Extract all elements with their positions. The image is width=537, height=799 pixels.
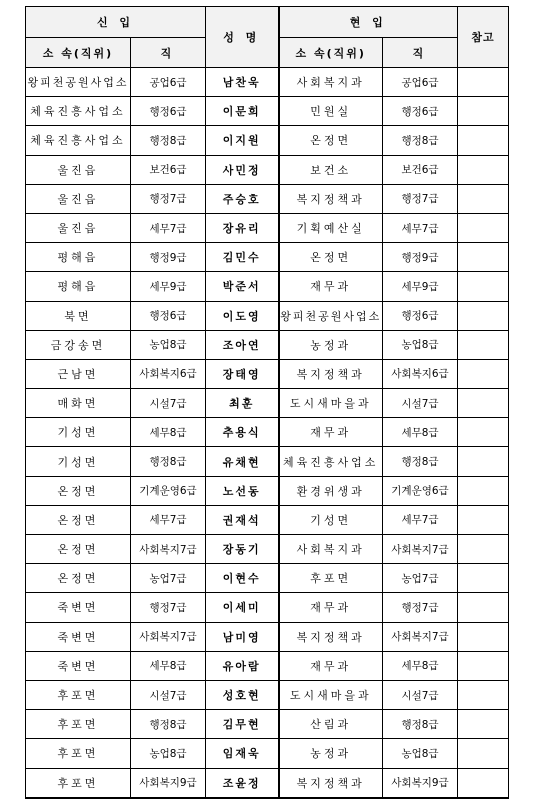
note-cell bbox=[458, 272, 509, 301]
current-affiliation-cell: 복지정책과 bbox=[279, 359, 383, 388]
table-row bbox=[26, 622, 509, 651]
current-position-cell: 행정9급 bbox=[383, 243, 458, 272]
new-position-cell: 행정8급 bbox=[131, 447, 206, 476]
employee-name-cell: 남찬욱 bbox=[206, 68, 279, 97]
new-position-cell: 농업8급 bbox=[131, 330, 206, 359]
note-cell bbox=[458, 126, 509, 155]
new-affiliation-cell: 죽변면 bbox=[26, 622, 131, 651]
current-affiliation-cell: 도시새마을과 bbox=[279, 680, 383, 709]
new-position-cell: 사회복지7급 bbox=[131, 535, 206, 564]
table-row bbox=[26, 768, 509, 798]
employee-name-cell: 권재석 bbox=[206, 505, 279, 534]
new-affiliation-cell: 근남면 bbox=[26, 359, 131, 388]
current-affiliation-cell: 민원실 bbox=[279, 97, 383, 126]
current-affiliation-cell: 복지정책과 bbox=[279, 622, 383, 651]
current-position-cell: 행정8급 bbox=[383, 447, 458, 476]
current-affiliation-cell: 농정과 bbox=[279, 330, 383, 359]
table-row bbox=[26, 418, 509, 447]
current-affiliation-cell: 도시새마을과 bbox=[279, 389, 383, 418]
header-new-affiliation: 소 속(직위) bbox=[26, 38, 131, 68]
personnel-table-container bbox=[25, 6, 509, 799]
header-name: 성 명 bbox=[206, 7, 279, 68]
new-affiliation-cell: 체육진흥사업소 bbox=[26, 97, 131, 126]
table-row bbox=[26, 97, 509, 126]
current-position-cell: 사회복지6급 bbox=[383, 359, 458, 388]
employee-name-cell: 장동기 bbox=[206, 535, 279, 564]
current-position-cell: 농업8급 bbox=[383, 330, 458, 359]
table-row bbox=[26, 505, 509, 534]
new-position-cell: 행정8급 bbox=[131, 710, 206, 739]
employee-name-cell: 김무현 bbox=[206, 710, 279, 739]
new-affiliation-cell: 온정면 bbox=[26, 476, 131, 505]
employee-name-cell: 유아람 bbox=[206, 651, 279, 680]
note-cell bbox=[458, 535, 509, 564]
current-position-cell: 행정7급 bbox=[383, 184, 458, 213]
current-affiliation-cell: 재무과 bbox=[279, 418, 383, 447]
current-position-cell: 세무7급 bbox=[383, 213, 458, 242]
new-position-cell: 세무8급 bbox=[131, 651, 206, 680]
current-affiliation-cell: 농정과 bbox=[279, 739, 383, 768]
employee-name-cell: 추용식 bbox=[206, 418, 279, 447]
new-position-cell: 행정9급 bbox=[131, 243, 206, 272]
new-position-cell: 세무7급 bbox=[131, 505, 206, 534]
employee-name-cell: 노선동 bbox=[206, 476, 279, 505]
current-position-cell: 사회복지7급 bbox=[383, 622, 458, 651]
current-affiliation-cell: 기획예산실 bbox=[279, 213, 383, 242]
current-position-cell: 시설7급 bbox=[383, 680, 458, 709]
new-affiliation-cell: 기성면 bbox=[26, 418, 131, 447]
current-affiliation-cell: 체육진흥사업소 bbox=[279, 447, 383, 476]
table-row bbox=[26, 389, 509, 418]
note-cell bbox=[458, 97, 509, 126]
employee-name-cell: 남미영 bbox=[206, 622, 279, 651]
table-row bbox=[26, 447, 509, 476]
current-affiliation-cell: 사회복지과 bbox=[279, 68, 383, 97]
table-row bbox=[26, 535, 509, 564]
new-affiliation-cell: 매화면 bbox=[26, 389, 131, 418]
new-position-cell: 사회복지6급 bbox=[131, 359, 206, 388]
current-position-cell: 농업7급 bbox=[383, 564, 458, 593]
employee-name-cell: 성호현 bbox=[206, 680, 279, 709]
current-position-cell: 사회복지9급 bbox=[383, 768, 458, 798]
note-cell bbox=[458, 710, 509, 739]
new-position-cell: 세무7급 bbox=[131, 213, 206, 242]
employee-name-cell: 이문희 bbox=[206, 97, 279, 126]
new-position-cell: 사회복지9급 bbox=[131, 768, 206, 798]
note-cell bbox=[458, 593, 509, 622]
new-affiliation-cell: 기성면 bbox=[26, 447, 131, 476]
employee-name-cell: 김민수 bbox=[206, 243, 279, 272]
table-row bbox=[26, 126, 509, 155]
new-affiliation-cell: 금강송면 bbox=[26, 330, 131, 359]
current-position-cell: 세무8급 bbox=[383, 418, 458, 447]
employee-name-cell: 임재욱 bbox=[206, 739, 279, 768]
current-position-cell: 공업6급 bbox=[383, 68, 458, 97]
current-position-cell: 행정6급 bbox=[383, 301, 458, 330]
new-affiliation-cell: 체육진흥사업소 bbox=[26, 126, 131, 155]
note-cell bbox=[458, 359, 509, 388]
note-cell bbox=[458, 505, 509, 534]
current-affiliation-cell: 산림과 bbox=[279, 710, 383, 739]
new-position-cell: 시설7급 bbox=[131, 680, 206, 709]
table-row bbox=[26, 710, 509, 739]
new-position-cell: 농업7급 bbox=[131, 564, 206, 593]
current-affiliation-cell: 온정면 bbox=[279, 243, 383, 272]
table-row bbox=[26, 476, 509, 505]
table-row bbox=[26, 651, 509, 680]
current-affiliation-cell: 기성면 bbox=[279, 505, 383, 534]
employee-name-cell: 주승호 bbox=[206, 184, 279, 213]
table-row bbox=[26, 243, 509, 272]
employee-name-cell: 사민정 bbox=[206, 155, 279, 184]
current-position-cell: 행정8급 bbox=[383, 710, 458, 739]
new-affiliation-cell: 왕피천공원사업소 bbox=[26, 68, 131, 97]
note-cell bbox=[458, 301, 509, 330]
new-affiliation-cell: 죽변면 bbox=[26, 651, 131, 680]
employee-name-cell: 이지원 bbox=[206, 126, 279, 155]
note-cell bbox=[458, 564, 509, 593]
table-row bbox=[26, 359, 509, 388]
new-position-cell: 보건6급 bbox=[131, 155, 206, 184]
employee-name-cell: 최훈 bbox=[206, 389, 279, 418]
table-row bbox=[26, 680, 509, 709]
employee-name-cell: 장태영 bbox=[206, 359, 279, 388]
header-current-group: 현 입 bbox=[279, 7, 458, 38]
table-row bbox=[26, 213, 509, 242]
personnel-transfer-table bbox=[25, 6, 509, 799]
current-position-cell: 농업8급 bbox=[383, 739, 458, 768]
new-affiliation-cell: 울진읍 bbox=[26, 155, 131, 184]
note-cell bbox=[458, 243, 509, 272]
current-affiliation-cell: 재무과 bbox=[279, 651, 383, 680]
new-affiliation-cell: 북면 bbox=[26, 301, 131, 330]
header-current-affiliation: 소 속(직위) bbox=[279, 38, 383, 68]
table-row bbox=[26, 564, 509, 593]
new-position-cell: 사회복지7급 bbox=[131, 622, 206, 651]
new-affiliation-cell: 후포면 bbox=[26, 768, 131, 798]
note-cell bbox=[458, 476, 509, 505]
current-position-cell: 행정6급 bbox=[383, 97, 458, 126]
header-current-position: 직 bbox=[383, 38, 458, 68]
note-cell bbox=[458, 447, 509, 476]
employee-name-cell: 장유리 bbox=[206, 213, 279, 242]
employee-name-cell: 조윤정 bbox=[206, 768, 279, 798]
current-affiliation-cell: 사회복지과 bbox=[279, 535, 383, 564]
current-affiliation-cell: 환경위생과 bbox=[279, 476, 383, 505]
current-affiliation-cell: 재무과 bbox=[279, 272, 383, 301]
current-position-cell: 보건6급 bbox=[383, 155, 458, 184]
new-position-cell: 행정7급 bbox=[131, 184, 206, 213]
note-cell bbox=[458, 68, 509, 97]
note-cell bbox=[458, 155, 509, 184]
new-position-cell: 공업6급 bbox=[131, 68, 206, 97]
current-affiliation-cell: 복지정책과 bbox=[279, 768, 383, 798]
current-position-cell: 행정7급 bbox=[383, 593, 458, 622]
note-cell bbox=[458, 389, 509, 418]
header-note: 참고 bbox=[458, 7, 509, 68]
note-cell bbox=[458, 651, 509, 680]
new-position-cell: 농업8급 bbox=[131, 739, 206, 768]
table-row bbox=[26, 68, 509, 97]
new-affiliation-cell: 울진읍 bbox=[26, 184, 131, 213]
new-affiliation-cell: 죽변면 bbox=[26, 593, 131, 622]
note-cell bbox=[458, 739, 509, 768]
new-position-cell: 행정8급 bbox=[131, 126, 206, 155]
new-position-cell: 행정6급 bbox=[131, 301, 206, 330]
current-position-cell: 시설7급 bbox=[383, 389, 458, 418]
current-affiliation-cell: 왕피천공원사업소 bbox=[279, 301, 383, 330]
note-cell bbox=[458, 418, 509, 447]
new-affiliation-cell: 온정면 bbox=[26, 535, 131, 564]
new-position-cell: 시설7급 bbox=[131, 389, 206, 418]
current-affiliation-cell: 보건소 bbox=[279, 155, 383, 184]
header-new-position: 직 bbox=[131, 38, 206, 68]
table-row bbox=[26, 330, 509, 359]
new-affiliation-cell: 평해읍 bbox=[26, 243, 131, 272]
new-affiliation-cell: 후포면 bbox=[26, 739, 131, 768]
current-affiliation-cell: 온정면 bbox=[279, 126, 383, 155]
current-position-cell: 사회복지7급 bbox=[383, 535, 458, 564]
table-row bbox=[26, 184, 509, 213]
note-cell bbox=[458, 330, 509, 359]
employee-name-cell: 이세미 bbox=[206, 593, 279, 622]
current-affiliation-cell: 복지정책과 bbox=[279, 184, 383, 213]
new-position-cell: 세무8급 bbox=[131, 418, 206, 447]
current-position-cell: 행정8급 bbox=[383, 126, 458, 155]
employee-name-cell: 유채현 bbox=[206, 447, 279, 476]
table-row bbox=[26, 301, 509, 330]
new-affiliation-cell: 온정면 bbox=[26, 564, 131, 593]
table-row bbox=[26, 272, 509, 301]
new-position-cell: 행정6급 bbox=[131, 97, 206, 126]
note-cell bbox=[458, 622, 509, 651]
new-affiliation-cell: 평해읍 bbox=[26, 272, 131, 301]
current-position-cell: 세무9급 bbox=[383, 272, 458, 301]
employee-name-cell: 이도영 bbox=[206, 301, 279, 330]
employee-name-cell: 조아연 bbox=[206, 330, 279, 359]
note-cell bbox=[458, 213, 509, 242]
note-cell bbox=[458, 768, 509, 798]
new-affiliation-cell: 후포면 bbox=[26, 710, 131, 739]
new-position-cell: 기계운영6급 bbox=[131, 476, 206, 505]
current-position-cell: 기계운영6급 bbox=[383, 476, 458, 505]
new-affiliation-cell: 후포면 bbox=[26, 680, 131, 709]
current-position-cell: 세무7급 bbox=[383, 505, 458, 534]
note-cell bbox=[458, 680, 509, 709]
current-affiliation-cell: 재무과 bbox=[279, 593, 383, 622]
table-row bbox=[26, 155, 509, 184]
table-body bbox=[26, 68, 509, 798]
header-row-group bbox=[26, 7, 509, 38]
header-new-group: 신 입 bbox=[26, 7, 206, 38]
table-row bbox=[26, 593, 509, 622]
new-affiliation-cell: 온정면 bbox=[26, 505, 131, 534]
new-position-cell: 세무9급 bbox=[131, 272, 206, 301]
new-position-cell: 행정7급 bbox=[131, 593, 206, 622]
current-affiliation-cell: 후포면 bbox=[279, 564, 383, 593]
table-row bbox=[26, 739, 509, 768]
note-cell bbox=[458, 184, 509, 213]
employee-name-cell: 이현수 bbox=[206, 564, 279, 593]
new-affiliation-cell: 울진읍 bbox=[26, 213, 131, 242]
current-position-cell: 세무8급 bbox=[383, 651, 458, 680]
employee-name-cell: 박준서 bbox=[206, 272, 279, 301]
